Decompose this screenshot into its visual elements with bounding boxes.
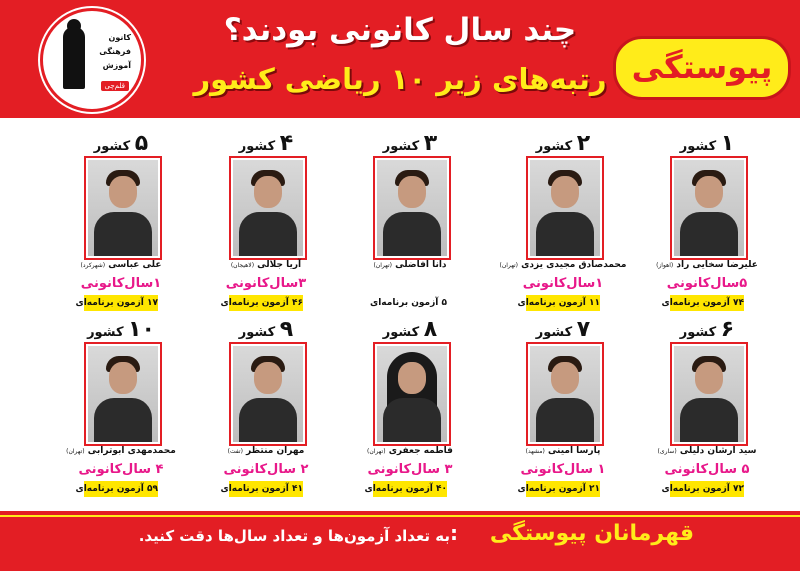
- kanoon-years: ۴ سال‌کانونی: [78, 462, 164, 477]
- student-city: (تهران): [373, 262, 392, 269]
- student-name: [493, 260, 633, 270]
- student-name: [493, 446, 633, 456]
- kanoon-years: ۱ سال‌کانونی: [520, 462, 606, 477]
- headline-question: چند سال کانونی بودند؟: [223, 12, 577, 48]
- rank-label: [637, 318, 777, 345]
- student-city: (تهران): [499, 262, 519, 269]
- logo-text-1: کانون: [108, 33, 131, 42]
- student-name-text: پارسا امینی: [547, 446, 601, 456]
- student-city: (لاهیجان): [230, 262, 255, 269]
- rank-label: [51, 132, 191, 159]
- student-name: [340, 260, 480, 270]
- continuity-badge: پیوستگی: [613, 36, 791, 100]
- student-card-rank-6: [637, 318, 777, 498]
- rank-word: کشور: [93, 139, 131, 154]
- rank-number: ۴: [279, 131, 294, 156]
- kanoon-years: ۳ سال‌کانونی: [367, 462, 453, 477]
- rank-number: ۶: [720, 317, 735, 342]
- student-photo: [670, 156, 748, 260]
- kanoon-years: ۵سال‌کانونی: [666, 276, 748, 291]
- student-city: (شهرکرد): [80, 262, 106, 269]
- student-city: (تهران): [367, 448, 386, 455]
- student-card-rank-3: [340, 132, 480, 312]
- student-name: [637, 446, 777, 456]
- student-card-rank-2: [493, 132, 633, 312]
- rank-word: کشور: [382, 325, 420, 340]
- test-count: ۷۲ آزمون برنامه‌ای: [670, 481, 744, 497]
- rank-label: [493, 318, 633, 345]
- kanoon-years: ۵ سال‌کانونی: [664, 462, 750, 477]
- footer-colon: :: [450, 521, 458, 545]
- student-name: [637, 260, 777, 270]
- test-count: ۱۱ آزمون برنامه‌ای: [526, 295, 600, 311]
- rank-label: [51, 318, 191, 345]
- student-card-rank-10: [51, 318, 191, 498]
- test-count: ۵ آزمون برنامه‌ای: [369, 298, 447, 308]
- rank-word: کشور: [87, 325, 124, 340]
- kanoon-years: ۲ سال‌کانونی: [223, 462, 309, 477]
- student-photo: [84, 156, 162, 260]
- footer-note: به تعداد آزمون‌ها و تعداد سال‌ها دقت کنید.: [138, 527, 450, 545]
- test-count: ۲۱ آزمون برنامه‌ای: [526, 481, 600, 497]
- test-count: ۱۷ آزمون برنامه‌ای: [84, 295, 158, 311]
- rank-label: [637, 132, 777, 159]
- rank-word: کشور: [535, 139, 573, 154]
- student-city: (اهواز): [656, 262, 674, 269]
- student-name: [196, 446, 336, 456]
- rank-word: کشور: [679, 325, 717, 340]
- student-name-text: دانا افاضلی: [395, 260, 447, 270]
- rank-label: [340, 318, 480, 345]
- logo-figure-icon: [63, 27, 85, 89]
- test-count: ۴۱ آزمون برنامه‌ای: [229, 481, 303, 497]
- student-name-text: محمدمهدی ابوترابی: [87, 446, 176, 456]
- logo-tag: قلم‌چی: [101, 81, 129, 91]
- rank-word: کشور: [238, 139, 276, 154]
- rank-number: ۹: [279, 317, 294, 342]
- student-city: (تهران): [66, 448, 85, 455]
- student-photo: [670, 342, 748, 446]
- rank-label: [196, 318, 336, 345]
- test-count: ۴۰ آزمون برنامه‌ای: [373, 481, 447, 497]
- rank-word: کشور: [238, 325, 276, 340]
- kanoon-years: ۱سال‌کانونی: [522, 276, 604, 291]
- headline-subtitle: رتبه‌های زیر ۱۰ ریاضی کشور: [193, 62, 607, 96]
- student-city: (مشهد): [525, 448, 545, 455]
- rank-label: [340, 132, 480, 159]
- rank-number: ۲: [576, 131, 591, 156]
- student-name-text: مهران منتظر: [246, 446, 305, 456]
- footer-title: قهرمانان پیوستگی: [489, 521, 694, 546]
- student-name-text: علیرضا سخایی راد: [676, 260, 758, 270]
- test-count: ۷۴ آزمون برنامه‌ای: [670, 295, 744, 311]
- student-name-text: سید ارشان دلیلی: [679, 446, 757, 456]
- rank-number: ۱: [720, 131, 735, 156]
- student-card-rank-8: [340, 318, 480, 498]
- student-photo: [526, 342, 604, 446]
- kanoon-years: ۱سال‌کانونی: [80, 276, 162, 291]
- student-card-rank-5: [51, 132, 191, 312]
- kanoon-years: ۳سال‌کانونی: [225, 276, 307, 291]
- rank-word: کشور: [535, 325, 573, 340]
- student-card-rank-1: [637, 132, 777, 312]
- rank-label: [196, 132, 336, 159]
- logo-text-2: فرهنگی: [99, 47, 131, 56]
- student-name: [51, 446, 191, 456]
- footer-divider: [0, 515, 800, 517]
- student-name: [196, 260, 336, 270]
- student-photo: [229, 156, 307, 260]
- rank-number: ۱۰: [128, 317, 155, 342]
- rank-number: ۸: [423, 317, 438, 342]
- rank-word: کشور: [679, 139, 717, 154]
- student-card-rank-9: [196, 318, 336, 498]
- rank-label: [493, 132, 633, 159]
- test-count: ۴۶ آزمون برنامه‌ای: [229, 295, 303, 311]
- rank-number: ۵: [134, 131, 149, 156]
- student-photo: [526, 156, 604, 260]
- test-count: ۵۹ آزمون برنامه‌ای: [84, 481, 158, 497]
- rank-word: کشور: [382, 139, 420, 154]
- kanoon-logo: [40, 8, 144, 112]
- student-city: (ساری): [657, 448, 677, 455]
- student-name-text: آریا جلالی: [257, 260, 302, 270]
- student-photo: [373, 156, 451, 260]
- student-name-text: فاطمه جعفری: [388, 446, 453, 456]
- student-card-rank-4: [196, 132, 336, 312]
- rank-number: ۷: [576, 317, 591, 342]
- student-card-rank-7: [493, 318, 633, 498]
- logo-text-3: آموزش: [102, 61, 131, 70]
- student-photo: [373, 342, 451, 446]
- student-city: (تفت): [227, 448, 243, 455]
- rank-number: ۳: [423, 131, 438, 156]
- student-photo: [229, 342, 307, 446]
- student-name-text: محمدصادق مجیدی یزدی: [521, 260, 627, 270]
- student-name: [340, 446, 480, 456]
- student-photo: [84, 342, 162, 446]
- student-name-text: علی عباسی: [108, 260, 162, 270]
- student-name: [51, 260, 191, 270]
